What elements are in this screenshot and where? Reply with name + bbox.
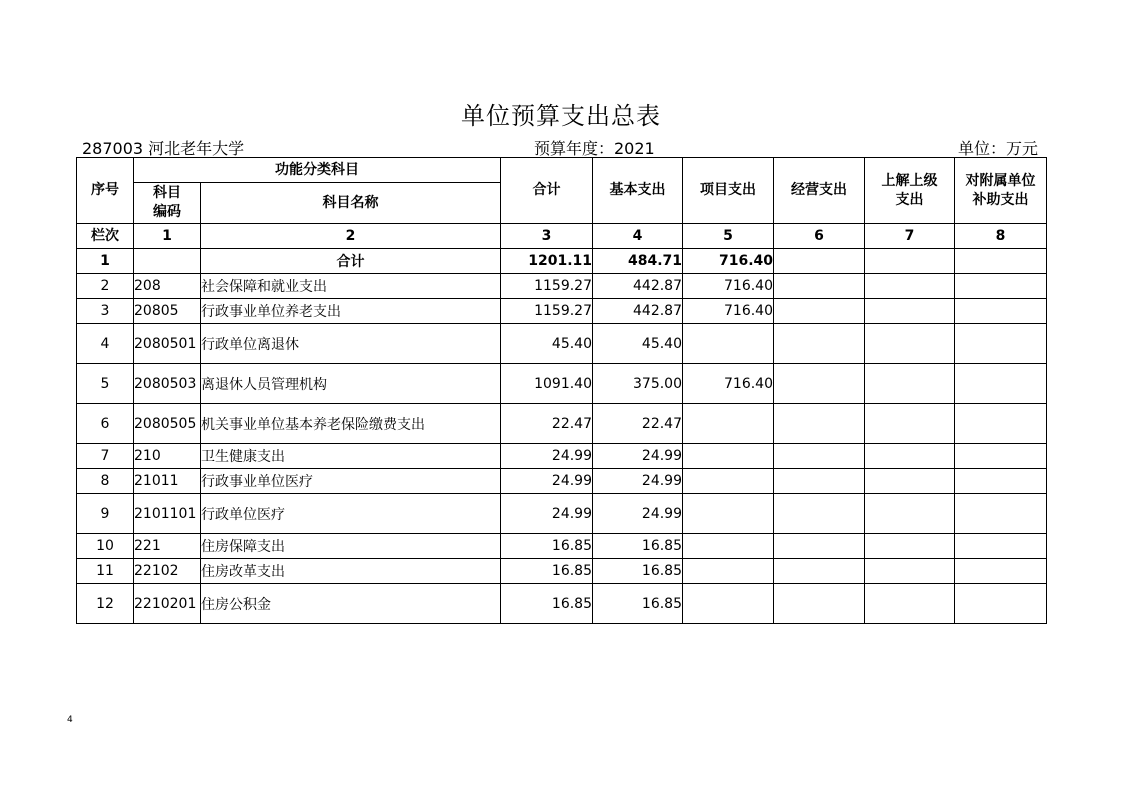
row-name: 行政单位医疗 [201,494,501,534]
row-upper [865,534,955,559]
row-operating [774,274,865,299]
row-basic: 24.99 [593,444,683,469]
row-name: 离退休人员管理机构 [201,364,501,404]
row-name: 社会保障和就业支出 [201,274,501,299]
row-code: 210 [134,444,201,469]
row-code [134,249,201,274]
header-code: 科目编码 [134,183,201,224]
row-basic: 16.85 [593,559,683,584]
row-subsidy [955,274,1047,299]
header-total: 合计 [501,158,593,224]
header-name: 科目名称 [201,183,501,224]
row-seq: 9 [77,494,134,534]
row-operating [774,584,865,624]
row-seq: 3 [77,299,134,324]
row-code: 2080503 [134,364,201,404]
index-cell: 4 [593,224,683,249]
row-project [683,324,774,364]
page-title: 单位预算支出总表 [461,102,661,130]
row-upper [865,404,955,444]
row-project: 716.40 [683,299,774,324]
row-total: 24.99 [501,469,593,494]
row-code: 2080501 [134,324,201,364]
budget-year: 预算年度：2021 [534,139,655,158]
row-name: 住房公积金 [201,584,501,624]
row-basic: 442.87 [593,274,683,299]
row-code: 2210201 [134,584,201,624]
row-subsidy [955,299,1047,324]
row-subsidy [955,534,1047,559]
row-subsidy [955,469,1047,494]
table-total-row [77,249,1047,274]
row-operating [774,324,865,364]
row-subsidy [955,444,1047,469]
page-number: 4 [67,715,73,725]
budget-expenditure-table [76,157,1047,624]
row-basic: 442.87 [593,299,683,324]
row-basic: 24.99 [593,494,683,534]
row-total: 1091.40 [501,364,593,404]
row-seq: 2 [77,274,134,299]
table-row [77,494,1047,534]
row-project: 716.40 [683,364,774,404]
row-seq: 5 [77,364,134,404]
index-cell: 5 [683,224,774,249]
row-upper [865,274,955,299]
row-project [683,404,774,444]
row-project [683,494,774,534]
table-row [77,274,1047,299]
header-project: 项目支出 [683,158,774,224]
header-seq: 序号 [77,158,134,224]
row-operating [774,469,865,494]
row-subsidy [955,584,1047,624]
row-name: 卫生健康支出 [201,444,501,469]
row-upper [865,249,955,274]
index-cell: 1 [134,224,201,249]
table-row [77,584,1047,624]
row-seq: 7 [77,444,134,469]
index-cell: 6 [774,224,865,249]
row-operating [774,249,865,274]
row-basic: 16.85 [593,584,683,624]
row-project: 716.40 [683,249,774,274]
row-upper [865,364,955,404]
header-subsidy: 对附属单位补助支出 [955,158,1047,224]
row-project [683,444,774,469]
row-operating [774,299,865,324]
row-upper [865,444,955,469]
header-basic: 基本支出 [593,158,683,224]
row-name: 住房保障支出 [201,534,501,559]
row-total: 1159.27 [501,299,593,324]
row-seq: 6 [77,404,134,444]
header-operating: 经营支出 [774,158,865,224]
row-total: 16.85 [501,559,593,584]
row-code: 221 [134,534,201,559]
index-cell: 7 [865,224,955,249]
row-operating [774,534,865,559]
row-upper [865,559,955,584]
row-total: 45.40 [501,324,593,364]
row-operating [774,559,865,584]
row-basic: 484.71 [593,249,683,274]
row-name: 住房改革支出 [201,559,501,584]
row-operating [774,364,865,404]
header-upper: 上解上级支出 [865,158,955,224]
row-code: 20805 [134,299,201,324]
index-cell: 3 [501,224,593,249]
table-row [77,299,1047,324]
row-operating [774,404,865,444]
row-upper [865,494,955,534]
index-cell: 2 [201,224,501,249]
table-row [77,469,1047,494]
row-name: 行政事业单位医疗 [201,469,501,494]
row-seq: 10 [77,534,134,559]
row-code: 21011 [134,469,201,494]
row-name: 行政事业单位养老支出 [201,299,501,324]
row-code: 2080505 [134,404,201,444]
row-basic: 24.99 [593,469,683,494]
row-project [683,559,774,584]
row-name: 行政单位离退休 [201,324,501,364]
table-row [77,324,1047,364]
row-basic: 16.85 [593,534,683,559]
row-operating [774,494,865,534]
row-total: 24.99 [501,494,593,534]
row-project [683,584,774,624]
row-subsidy [955,494,1047,534]
header-function-group: 功能分类科目 [134,158,501,183]
table-row [77,404,1047,444]
row-upper [865,299,955,324]
row-total: 22.47 [501,404,593,444]
row-subsidy [955,324,1047,364]
row-operating [774,444,865,469]
unit-label: 287003 河北老年大学 [82,139,245,158]
row-seq: 8 [77,469,134,494]
row-basic: 375.00 [593,364,683,404]
row-basic: 45.40 [593,324,683,364]
index-row [77,224,1047,249]
row-basic: 22.47 [593,404,683,444]
row-subsidy [955,249,1047,274]
row-total: 1159.27 [501,274,593,299]
currency-unit: 单位：万元 [957,139,1038,158]
row-seq: 4 [77,324,134,364]
row-code: 22102 [134,559,201,584]
row-total: 16.85 [501,534,593,559]
row-subsidy [955,404,1047,444]
row-code: 2101101 [134,494,201,534]
row-seq: 12 [77,584,134,624]
index-cell: 栏次 [77,224,134,249]
row-subsidy [955,559,1047,584]
row-project [683,469,774,494]
row-subsidy [955,364,1047,404]
row-upper [865,469,955,494]
row-name: 机关事业单位基本养老保险缴费支出 [201,404,501,444]
row-upper [865,584,955,624]
row-project [683,534,774,559]
row-total: 24.99 [501,444,593,469]
row-total: 16.85 [501,584,593,624]
index-cell: 8 [955,224,1047,249]
row-code: 208 [134,274,201,299]
row-upper [865,324,955,364]
table-row [77,534,1047,559]
table-row [77,364,1047,404]
row-total: 1201.11 [501,249,593,274]
table-row [77,559,1047,584]
row-seq: 1 [77,249,134,274]
row-name: 合计 [201,249,501,274]
row-project: 716.40 [683,274,774,299]
row-seq: 11 [77,559,134,584]
table-row [77,444,1047,469]
